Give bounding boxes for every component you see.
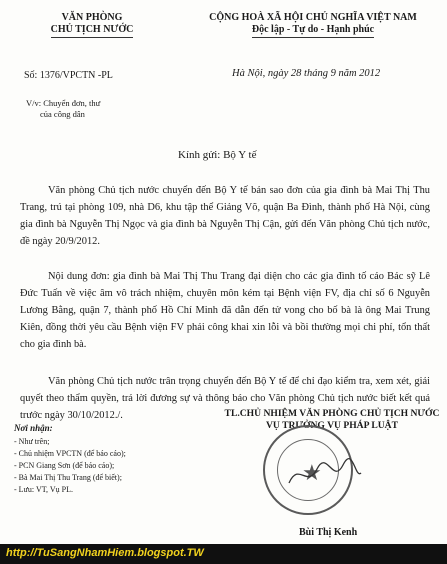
issuer-name [22, 12, 162, 38]
body-paragraph-3: Văn phòng Chủ tịch nước trân trọng chuyển đến Bộ Y tế để chỉ đạo kiểm tra, xem xét, giải quyết theo thẩm quyền, trả lời đương sự và thông báo cho Văn phòng Chủ tịch nước biết kết quả trước ngày 30/10/2012./. [20, 376, 430, 421]
recipient-item: - Bà Mai Thị Thu Trang (để biết); [14, 473, 122, 482]
issuer-line2: CHỦ TỊCH NƯỚC [22, 24, 162, 38]
recipient-item: - Chủ nhiệm VPCTN (để báo cáo); [14, 449, 126, 458]
issuer-line1: VĂN PHÒNG [61, 12, 123, 23]
subject-line1: V/v: Chuyển đơn, thư [26, 98, 101, 108]
country-name: CỘNG HOÀ XÃ HỘI CHỦ NGHĨA VIỆT NAM [209, 12, 417, 23]
star-icon: ★ [302, 460, 322, 485]
signer-name: Bùi Thị Kenh [299, 527, 358, 538]
document-number: Số: 1376/VPCTN -PL [24, 70, 113, 81]
document-date: Hà Nội, ngày 28 tháng 9 năm 2012 [232, 68, 381, 79]
signature-line2: VỤ TRƯỞNG VỤ PHÁP LUẬT [265, 420, 398, 431]
subject-line2: của công dân [40, 109, 85, 119]
signature-line1: TL.CHỦ NHIỆM VĂN PHÒNG CHỦ TỊCH NƯỚC [224, 408, 440, 419]
recipient-item: - Lưu: VT, Vụ PL. [14, 485, 74, 494]
body-paragraph-2: Nội dung đơn: gia đình bà Mai Thị Thu Trang đại diện cho các gia đình tố cáo Bác sỹ Lê Đức Tuấn về việc âm vô trách nhiệm, chuyên môn kém tại Bệnh viện FV, địa chỉ số 6 Nguyễn Lương Bằng, quận 7, thành phố Hồ Chí Minh đã dẫn đến tử vong cho bố bà là ông Mai Trung Kiên, đồng thời yêu cầu Bệnh viện FV phải công khai xin lỗi và bồi thường mọi chi phí, tổn thất cho gia đình bà. [20, 271, 430, 350]
signature-title [222, 408, 442, 432]
national-motto [188, 12, 438, 38]
subject-block [26, 98, 100, 120]
watermark-banner [0, 544, 447, 564]
greeting: Kính gửi: Bộ Y tế [178, 149, 257, 161]
motto-line: Độc lập - Tự do - Hạnh phúc [188, 24, 438, 38]
recipient-item: - PCN Giang Sơn (để báo cáo); [14, 461, 115, 470]
watermark-url[interactable]: http://TuSangNhamHiem.blogspot.TW [6, 547, 204, 559]
body-paragraph-1: Văn phòng Chủ tịch nước chuyển đến Bộ Y tế bản sao đơn của gia đình bà Mai Thị Thu Trang, trú tại phòng 109, nhà D6, khu tập thể Giảng Võ, quận Ba Đình, thành phố Hà Nội, cùng gia đình bà Nguyễn Thị Ngọc và gia đình bà Nguyễn Thị Cận, gửi đến Văn phòng Chủ tịch nước, đề ngày 20/9/2012. [20, 185, 430, 247]
handwritten-signature [285, 455, 365, 495]
recipients-title: Nơi nhận: [14, 423, 53, 433]
recipient-item: - Như trên; [14, 437, 50, 446]
